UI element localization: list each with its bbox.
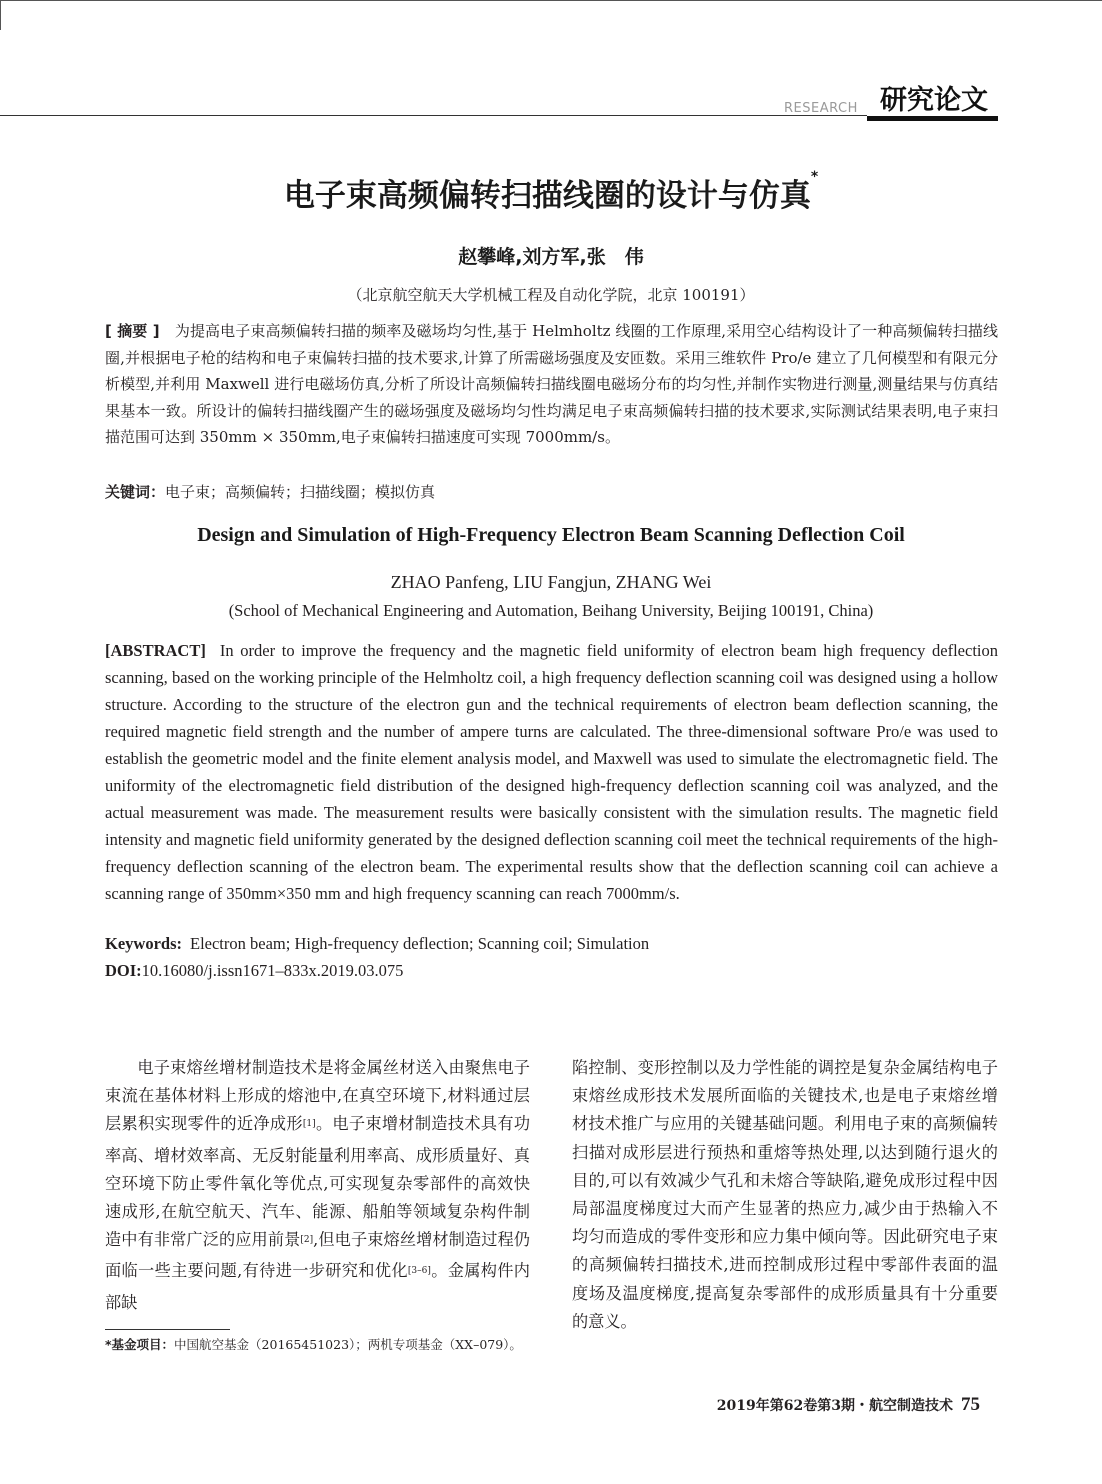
header-research-label: RESEARCH [784, 101, 858, 116]
footnote-rule [105, 1329, 230, 1330]
keywords-en-text: Electron beam; High-frequency deflection; Scanning coil; Simulation [190, 934, 650, 953]
paper-title-cn-text: 电子束高频偏转扫描线圈的设计与仿真 [283, 178, 811, 214]
abstract-cn [105, 318, 998, 451]
keywords-en [105, 934, 998, 954]
page-number: 75 [961, 1394, 980, 1415]
paper-title-cn [0, 170, 1102, 215]
header-section-title: 研究论文 [880, 85, 988, 116]
body-left-text-2: 。电子束增材制造技术具有功率高、增材效率高、无反射能量利用率高、成形质量好、真空环境下防止零件氧化等优点,可实现复杂零部件的高效快速成形,在航空航天、汽车、能源、船舶等领域复杂构件制造中有非常广泛的应用前景 [105, 1114, 531, 1250]
title-footnote-mark: * [810, 168, 819, 185]
abstract-en-text: In order to improve the frequency and the magnetic field uniformity of electron beam high frequency deflection scanning, based on the working principle of the Helmholtz coil, a high frequency deflection scanning coil was designed using a hollow structure. According to the structure of the electron gun and the technical requirements of electron beam deflection scanning, the required magnetic field strength and the number of ampere turns are calculated. The three-dimensional software Pro/e was used to establish the geometric model and the finite element analysis model, and Maxwell was used to simulate the electromagnetic field. The uniformity of the electromagnetic field distribution of the designed high-frequency deflection scanning coil was analyzed, and the actual measurement was made. The measurement results were basically consistent with the simulation results. The magnetic field intensity and magnetic field uniformity generated by the designed deflection scanning coil meet the technical requirements of the high-frequency deflection scanning of the electron beam. The experimental results show that the deflection scanning coil can achieve a scanning range of 350mm×350 mm and high frequency scanning can reach 7000mm/s. [105, 641, 998, 903]
affiliation-en: (School of Mechanical Engineering and Automation, Beihang University, Beijing 100191, China) [228, 601, 874, 620]
abstract-en-label: [ABSTRACT] [105, 641, 206, 660]
footnote [105, 1335, 545, 1353]
doi [105, 961, 998, 981]
footer-journal: 2019年第62卷第3期・航空制造技术 [716, 1398, 953, 1414]
keywords-cn [105, 481, 998, 502]
footnote-label: *基金项目： [105, 1337, 175, 1352]
abstract-cn-label: [ 摘要 ] [105, 322, 160, 340]
header-section-bar [867, 116, 998, 121]
keywords-en-label: Keywords: [105, 934, 182, 953]
doi-link[interactable]: 10.16080/j.issn1671–833x.2019.03.075 [141, 961, 404, 980]
body-column-left [105, 1054, 530, 1317]
header-rule [0, 115, 867, 116]
abstract-cn-text: 为提高电子束高频偏转扫描的频率及磁场均匀性,基于 Helmholtz 线圈的工作原理,采用空心结构设计了一种高频偏转扫描线圈,并根据电子枪的结构和电子束偏转扫描的技术要求,计算了所需磁场强度及安匝数。采用三维软件 Pro/e 建立了几何模型和有限元分析模型,并利用 Maxwell 进行电磁场仿真,分析了所设计高频偏转扫描线圈电磁场分布的均匀性,并制作实物进行测量,测量结果与仿真结果基本一致。所设计的偏转扫描线圈产生的磁场强度及磁场均匀性均满足电子束高频偏转扫描的技术要求,实际测试结果表明,电子束扫描范围可达到 350mm × 350mm,电子束偏转扫描速度可实现 7000mm/s。 [105, 322, 998, 446]
footnote-text: 中国航空基金（20165451023）；两机专项基金（XX–079）。 [174, 1337, 522, 1352]
body-left-text-4: 。金属构件内部缺 [105, 1261, 530, 1312]
paper-title-en: Design and Simulation of High-Frequency Electron Beam Scanning Deflection Coil [197, 524, 905, 546]
body-left-text-1: 电子束熔丝增材制造技术是将金属丝材送入由聚焦电子束流在基体材料上形成的熔池中,在真空环境下,材料通过层层累积实现零件的近净成形 [105, 1058, 530, 1134]
doi-label: DOI: [105, 961, 142, 980]
body-left-text-3: ,但电子束熔丝增材制造过程仍面临一些主要问题,有待进一步研究和优化 [105, 1230, 530, 1281]
page-footer [640, 1394, 980, 1416]
keywords-cn-text: 电子束；高频偏转；扫描线圈；模拟仿真 [165, 483, 436, 501]
citation-ref[interactable]: [1] [302, 1119, 316, 1130]
page-top-border [0, 0, 1102, 1]
affiliation-cn: （北京航空航天大学机械工程及自动化学院，北京 100191） [347, 286, 755, 304]
abstract-en [105, 637, 998, 907]
authors-en: ZHAO Panfeng, LIU Fangjun, ZHANG Wei [390, 572, 712, 592]
page-left-corner-border [0, 0, 1, 30]
citation-ref[interactable]: [3–6] [407, 1266, 431, 1277]
keywords-cn-label: 关键词： [105, 483, 166, 501]
authors-cn: 赵攀峰,刘方军,张 伟 [458, 246, 644, 268]
body-column-right: 陷控制、变形控制以及力学性能的调控是复杂金属结构电子束熔丝成形技术发展所面临的关键技术,也是电子束熔丝增材技术推广与应用的关键基础问题。利用电子束的高频偏转扫描对成形层进行预热和重熔等热处理,以达到随行退火的目的,可以有效减少气孔和未熔合等缺陷,避免成形过程中因局部温度梯度过大而产生显著的热应力,减少由于热输入不均匀而造成的零件变形和应力集中倾向等。因此研究电子束的高频偏转扫描技术,进而控制成形过程中零部件表面的温度场及温度梯度,提高复杂零部件的成形质量具有十分重要的意义。 [572, 1058, 998, 1331]
citation-ref[interactable]: [2] [300, 1235, 314, 1246]
